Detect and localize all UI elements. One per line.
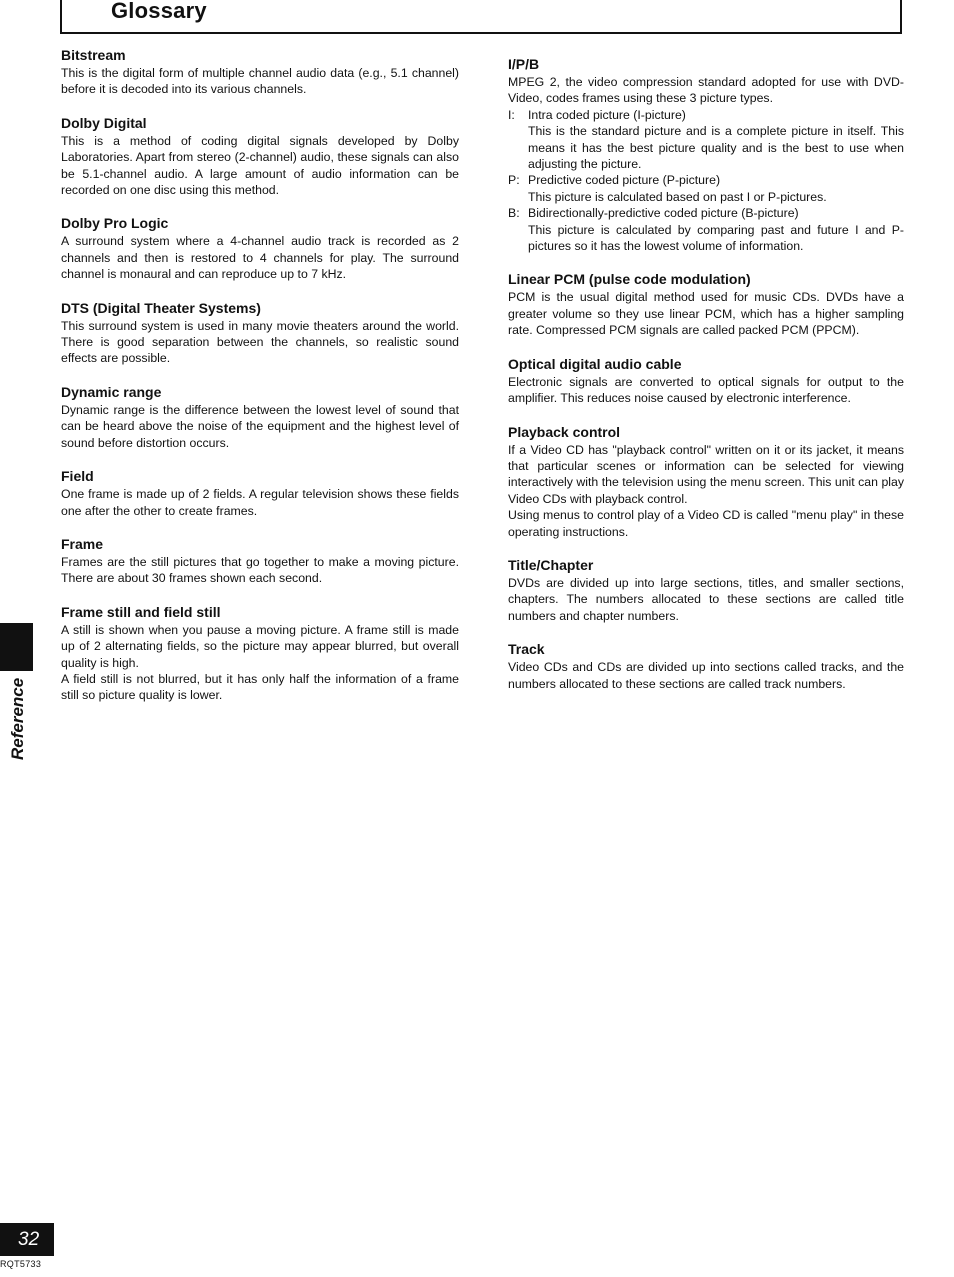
list-item bbox=[508, 107, 904, 173]
entry-term: Title/Chapter bbox=[508, 556, 594, 573]
entry-term: DTS (Digital Theater Systems) bbox=[61, 299, 261, 316]
entry-definition: One frame is made up of 2 fields. A regular television shows these fields one after the other to create frames. bbox=[61, 487, 459, 518]
entry-definition: This is the digital form of multiple channel audio data (e.g., 5.1 channel) before it is decoded into its various channels. bbox=[61, 66, 459, 97]
title-box bbox=[60, 0, 902, 34]
entry-term: Optical digital audio cable bbox=[508, 355, 682, 372]
entry-definition: PCM is the usual digital method used for music CDs. DVDs have a greater volume so they use linear PCM, which has a higher sampling rate. Compressed PCM signals are called packed PCM (PPCM). bbox=[508, 290, 904, 338]
glossary-entry bbox=[61, 214, 459, 282]
entry-definition: Using menus to control play of a Video CD is called "menu play" in these operating instructions. bbox=[508, 508, 904, 539]
entry-definition: Video CDs and CDs are divided up into sections called tracks, and the numbers allocated to these sections are called track numbers. bbox=[508, 660, 904, 691]
list-item bbox=[508, 205, 904, 254]
list-item-name: Intra coded picture (I-picture) bbox=[528, 107, 686, 122]
glossary-entry bbox=[508, 423, 904, 540]
glossary-entry bbox=[508, 556, 904, 624]
entry-term: I/P/B bbox=[508, 56, 540, 72]
right-column bbox=[508, 55, 904, 708]
glossary-entry bbox=[61, 114, 459, 199]
entry-definition: MPEG 2, the video compression standard adopted for use with DVD-Video, codes frames using these 3 picture types. bbox=[508, 75, 904, 106]
glossary-entry bbox=[508, 270, 904, 338]
entry-definition: DVDs are divided up into large sections, titles, and smaller sections, chapters. The numbers allocated to these sections are called title numbers and chapter numbers. bbox=[508, 575, 904, 623]
entry-definition: Electronic signals are converted to optical signals for output to the amplifier. This reduces noise caused by electronic interference. bbox=[508, 374, 904, 406]
glossary-entry bbox=[61, 603, 459, 704]
entry-definition: This surround system is used in many movie theaters around the world. There is good separation between the channels, so realistic sound effects are possible. bbox=[61, 318, 459, 366]
entry-definition: A surround system where a 4-channel audio track is recorded as 2 channels and then is restored to 4 channels for play. The surround channel is monaural and can reproduce up to 7 kHz. bbox=[61, 234, 459, 282]
page-number: 32 bbox=[18, 1229, 40, 1250]
glossary-entry bbox=[61, 46, 459, 98]
left-column bbox=[61, 46, 459, 720]
section-label: Reference bbox=[8, 677, 27, 760]
section-tab-marker bbox=[0, 623, 33, 671]
list-item-name: Bidirectionally-predictive coded picture (B-picture) bbox=[528, 206, 799, 221]
glossary-entry bbox=[61, 467, 459, 519]
entry-term: Dynamic range bbox=[61, 383, 162, 400]
entry-term: Frame still and field still bbox=[61, 603, 221, 620]
entry-term: Bitstream bbox=[61, 47, 126, 63]
glossary-entry bbox=[61, 383, 459, 451]
entry-term: Playback control bbox=[508, 423, 621, 440]
page-number-box bbox=[0, 1223, 54, 1256]
list-item-description: This is the standard picture and is a complete picture in itself. This means it has the best picture quality and is the best to use when adjusting the picture. bbox=[528, 124, 904, 172]
glossary-entry bbox=[508, 355, 904, 407]
entry-term: Dolby Digital bbox=[61, 114, 147, 131]
picture-type-list bbox=[508, 107, 904, 255]
list-item-description: This picture is calculated by comparing past and future I and P-pictures so it has the lowest volume of information. bbox=[528, 222, 904, 254]
entry-term: Field bbox=[61, 468, 94, 485]
list-item-letter: B: bbox=[508, 206, 520, 221]
glossary-entry bbox=[508, 640, 904, 692]
entry-term: Linear PCM (pulse code modulation) bbox=[508, 271, 751, 288]
entry-term: Track bbox=[508, 641, 545, 658]
entry-definition: Dynamic range is the difference between the lowest level of sound that can be heard above the noise of the equipment and the highest level of sound before distortion occurs. bbox=[61, 402, 459, 450]
entry-definition: Frames are the still pictures that go together to make a moving picture. There are about 30 frames shown each second. bbox=[61, 554, 459, 586]
entry-definition: A still is shown when you pause a moving picture. A frame still is made up of 2 alternating fields, so the picture may appear blurred, but overall quality is high. bbox=[61, 622, 459, 670]
page-title: Glossary bbox=[111, 0, 207, 23]
glossary-entry bbox=[61, 299, 459, 367]
list-item-name: Predictive coded picture (P-picture) bbox=[528, 173, 721, 188]
list-item bbox=[508, 172, 904, 205]
entry-definition: A field still is not blurred, but it has only half the information of a frame still so picture quality is lower. bbox=[61, 671, 459, 703]
entry-definition: This is a method of coding digital signals developed by Dolby Laboratories. Apart from stereo (2-channel) audio, these signals can also be 5.1-channel audio. A large amount of audio information can be recorded on one disc using this method. bbox=[61, 133, 459, 198]
list-item-description: This picture is calculated based on past I or P-pictures. bbox=[528, 189, 827, 204]
list-item-letter: I: bbox=[508, 107, 515, 122]
glossary-entry bbox=[61, 535, 459, 587]
document-code: RQT5733 bbox=[0, 1259, 42, 1269]
entry-term: Dolby Pro Logic bbox=[61, 215, 169, 232]
entry-term: Frame bbox=[61, 535, 104, 552]
glossary-entry-ipb bbox=[508, 55, 904, 254]
entry-definition: If a Video CD has "playback control" written on it or its jacket, it means that particular scenes or information can be selected for viewing interactively with the television using the menu screen. This unit can play Video CDs with playback control. bbox=[508, 442, 904, 506]
list-item-letter: P: bbox=[508, 173, 520, 188]
